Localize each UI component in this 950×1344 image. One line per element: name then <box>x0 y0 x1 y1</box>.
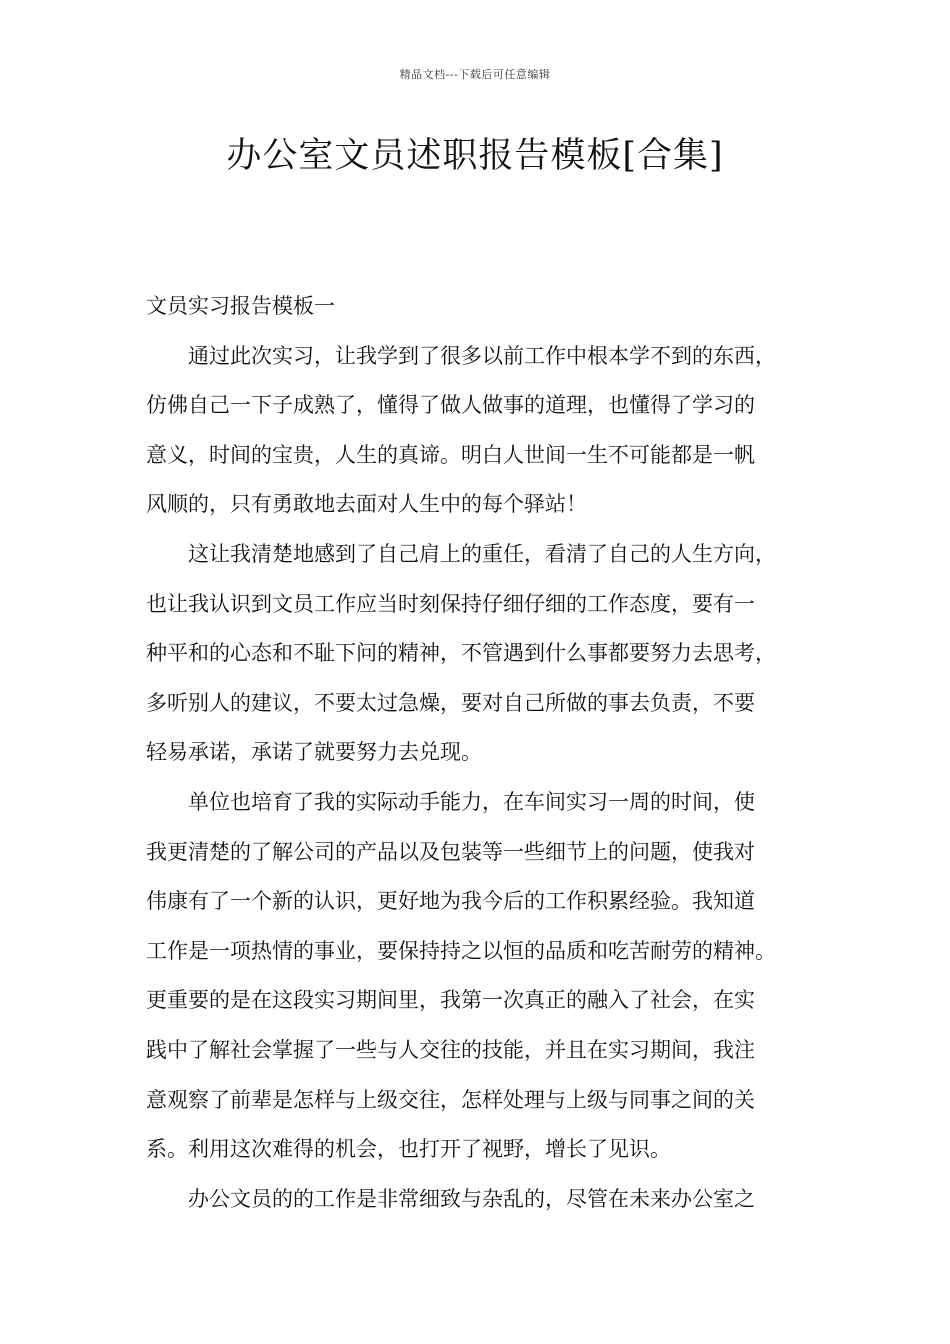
text-line: 工作是一项热情的事业，要保持持之以恒的品质和吃苦耐劳的精神。 <box>146 938 776 963</box>
text-line: 多听别人的建议，不要太过急燥，要对自己所做的事去负责，不要 <box>146 690 755 715</box>
text-line: 通过此次实习，让我学到了很多以前工作中根本学不到的东西， <box>188 343 776 368</box>
text-line: 风顺的，只有勇敢地去面对人生中的每个驿站！ <box>146 492 587 517</box>
text-line: 系。利用这次难得的机会，也打开了视野，增长了见识。 <box>146 1137 671 1162</box>
text-line: 意义，时间的宝贵，人生的真谛。明白人世间一生不可能都是一帆 <box>146 442 755 467</box>
text-line: 种平和的心态和不耻下问的精神，不管遇到什么事都要努力去思考， <box>146 641 776 666</box>
text-line: 这让我清楚地感到了自己肩上的重任，看清了自己的人生方向， <box>188 541 776 566</box>
section-heading: 文员实习报告模板一 <box>146 294 335 318</box>
paragraph-lines <box>146 332 808 1225</box>
text-line: 更重要的是在这段实习期间里，我第一次真正的融入了社会，在实 <box>146 988 755 1013</box>
text-line: 伟康有了一个新的认识，更好地为我今后的工作积累经验。我知道 <box>146 889 755 914</box>
text-line: 办公文员的的工作是非常细致与杂乱的，尽管在未来办公室之 <box>188 1186 755 1211</box>
text-line: 轻易承诺，承诺了就要努力去兑现。 <box>146 740 482 765</box>
text-line: 意观察了前辈是怎样与上级交往，怎样处理与上级与同事之间的关 <box>146 1087 755 1112</box>
text-line: 仿佛自己一下子成熟了，懂得了做人做事的道理，也懂得了学习的 <box>146 393 755 418</box>
text-line: 践中了解社会掌握了一些与人交往的技能，并且在实习期间，我注 <box>146 1037 755 1062</box>
text-line: 也让我认识到文员工作应当时刻保持仔细仔细的工作态度，要有一 <box>146 591 755 616</box>
document-title: 办公室文员述职报告模板[合集] <box>226 136 724 176</box>
header-note: 精品文档---下载后可任意编辑 <box>399 68 551 81</box>
text-line: 我更清楚的了解公司的产品以及包装等一些细节上的问题，使我对 <box>146 839 755 864</box>
document-body <box>146 282 808 1224</box>
text-line: 单位也培育了我的实际动手能力，在车间实习一周的时间，使 <box>188 789 755 814</box>
